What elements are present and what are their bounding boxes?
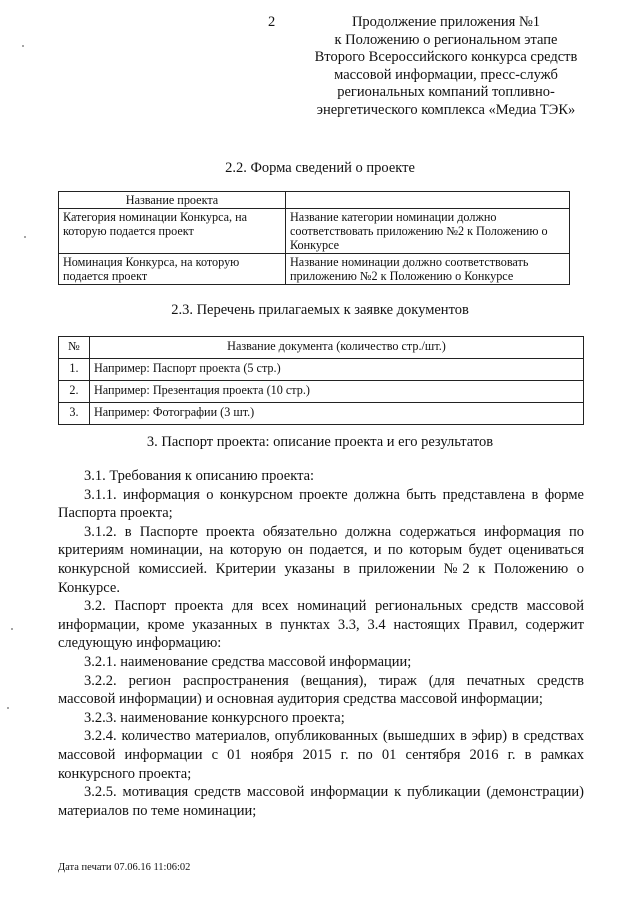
paragraph: 3.2.5. мотивация средств массовой информации к публикации (демонстрации) материалов по теме номинации;: [58, 784, 584, 819]
paragraph: 3.2.1. наименование средства массовой информации;: [84, 653, 412, 670]
table-cell: Например: Презентация проекта (10 стр.): [90, 381, 584, 403]
header-line: массовой информации, пресс-служб: [334, 66, 558, 83]
header-line: энергетического комплекса «Медиа ТЭК»: [316, 101, 576, 118]
table-cell: Например: Паспорт проекта (5 стр.): [90, 359, 584, 381]
table-header-row: [59, 337, 584, 359]
table-row: [59, 381, 584, 403]
table-cell: 3.: [59, 403, 90, 425]
paragraph: 3.1. Требования к описанию проекта:: [84, 468, 315, 484]
table-cell: 1.: [59, 359, 90, 381]
table-cell: Название номинации должно соответствовать приложению №2 к Положению о Конкурсе: [286, 254, 570, 285]
documents-table: [58, 336, 584, 425]
paragraph: 3.2.4. количество материалов, опубликованных (вышедших в эфир) в средствах массовой информации с 01 ноября 2015 г. по 01 сентября 2016 г. в рамках конкурсного проекта;: [58, 728, 584, 782]
print-date-footer: Дата печати 07.06.16 11:06:02: [58, 862, 191, 873]
header-line: Второго Всероссийского конкурса средств: [314, 49, 578, 66]
paragraph: 3.2.2. регион распространения (вещания), тираж (для печатных средств массовой информации) и основная аудитория средства массовой информации;: [58, 672, 584, 708]
scan-speck: [24, 236, 26, 238]
header-line: Продолжение приложения №1: [351, 14, 541, 30]
scan-speck: [22, 45, 24, 47]
table-cell: Например: Фотографии (3 шт.): [90, 403, 584, 425]
section-2-3-title: 2.3. Перечень прилагаемых к заявке документов: [171, 302, 469, 318]
table-header-cell: Название проекта: [59, 192, 286, 209]
page-number: 2: [268, 14, 276, 30]
table-header-cell: №: [59, 337, 90, 359]
table-row: [59, 209, 570, 254]
header-line: к Положению о региональном этапе: [334, 31, 558, 48]
project-info-table: [58, 191, 570, 285]
table-cell: 2.: [59, 381, 90, 403]
table-cell: Название категории номинации должно соответствовать приложению №2 к Положению о Конкурсе: [286, 209, 570, 254]
header-line: региональных компаний топливно-: [337, 84, 555, 101]
appendix-header: [300, 14, 592, 120]
scan-speck: [7, 707, 9, 709]
table-row: [59, 359, 584, 381]
table-cell: Категория номинации Конкурса, на которую подается проект: [59, 209, 286, 254]
table-row: [59, 254, 570, 285]
paragraph: 3.1.1. информация о конкурсном проекте должна быть представлена в форме Паспорта проекта;: [58, 486, 584, 522]
table-cell: Номинация Конкурса, на которую подается проект: [59, 254, 286, 285]
paragraph: 3.1.2. в Паспорте проекта обязательно должна содержаться информация по критериям номинации, на которую он подается, и по которым будет оцениваться конкурсной комиссией. Критерии указаны в приложении №2 к Положению о Конкурсе.: [58, 523, 584, 596]
table-header-cell-empty: [286, 192, 570, 209]
table-row: [59, 403, 584, 425]
table-header-cell: Название документа (количество стр./шт.): [90, 337, 584, 359]
section-2-2-title: 2.2. Форма сведений о проекте: [225, 160, 415, 176]
section-3-body: [58, 467, 584, 820]
paragraph: 3.2.3. наименование конкурсного проекта;: [84, 709, 345, 726]
table-header-row: [59, 192, 570, 209]
scan-speck: [11, 628, 13, 630]
section-3-title: 3. Паспорт проекта: описание проекта и его результатов: [146, 434, 494, 450]
paragraph: 3.2. Паспорт проекта для всех номинаций региональных средств массовой информации, кроме указанных в пунктах 3.3, 3.4 настоящих Правил, содержит следующую информацию:: [58, 598, 584, 652]
